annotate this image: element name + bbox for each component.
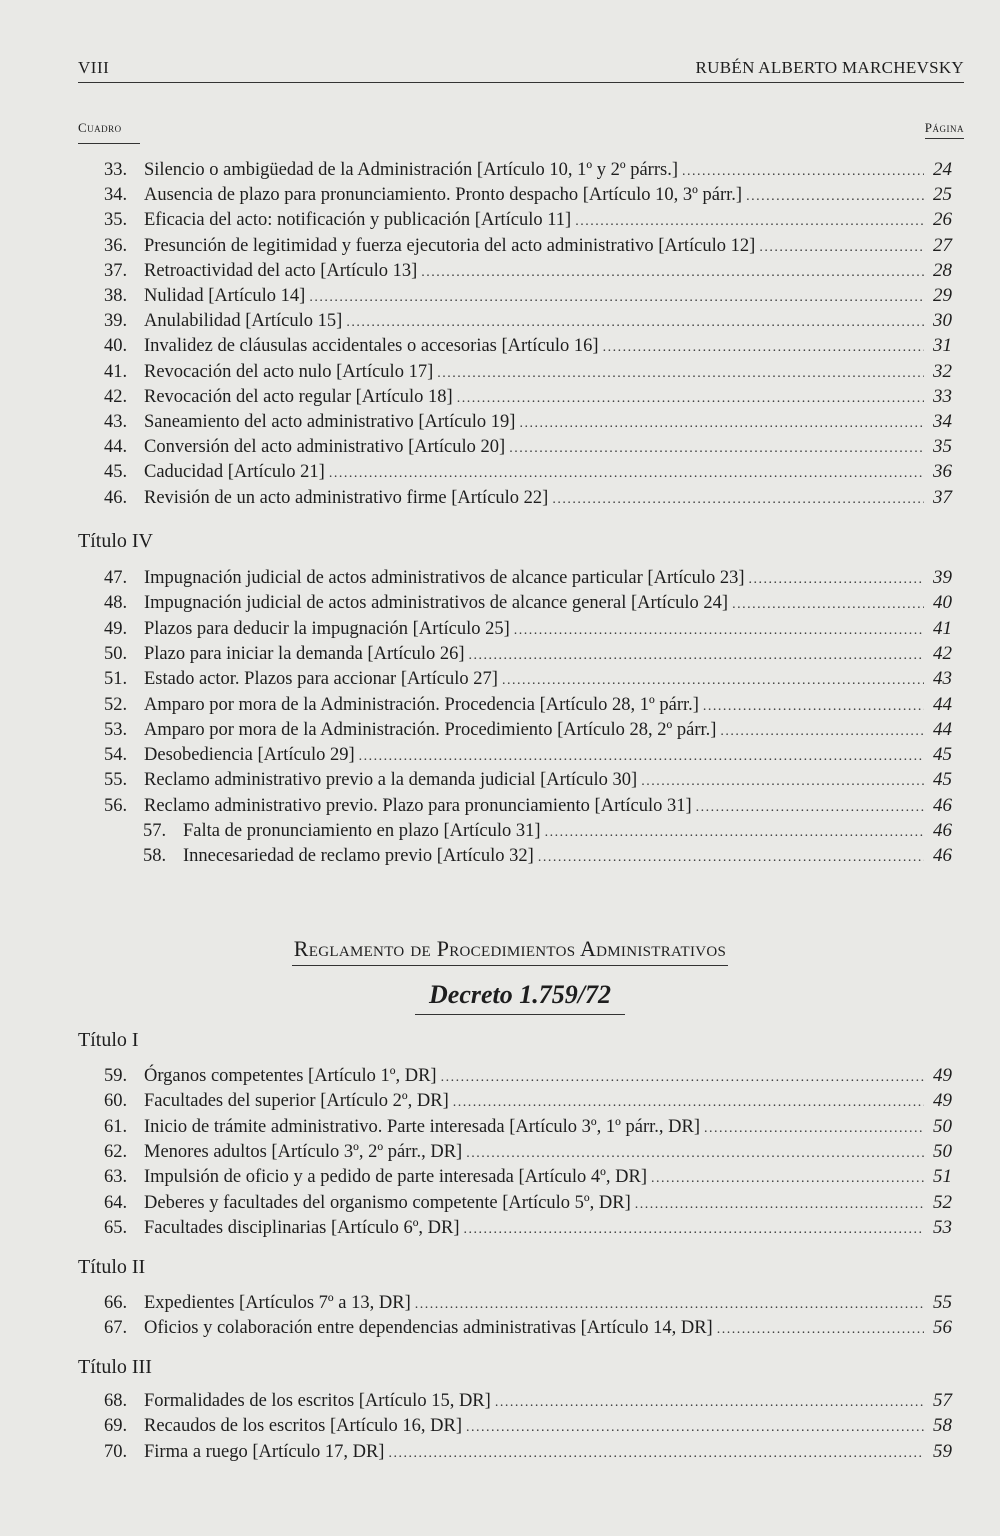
- toc-entry-number: 57.: [143, 821, 167, 841]
- toc-entry-page: 33: [933, 386, 952, 407]
- dot-leader: [329, 462, 924, 486]
- toc-entry-title: Inicio de trámite administrativo. Parte interesada [Artículo 3º, 1º párr., DR]: [144, 1117, 701, 1137]
- toc-entry-title: Deberes y facultades del organismo competente [Artículo 5º, DR]: [144, 1193, 631, 1213]
- toc-entry-page: 26: [933, 209, 952, 230]
- dot-leader: [509, 437, 924, 461]
- toc-entry-page: 41: [933, 618, 952, 639]
- toc-entry-page: 35: [933, 436, 952, 457]
- toc-entry-number: 34.: [104, 185, 128, 205]
- dot-leader: [502, 669, 924, 693]
- toc-entry-number: 63.: [104, 1167, 128, 1187]
- toc-entry-title: Facultades disciplinarias [Artículo 6º, DR]: [144, 1218, 460, 1238]
- toc-entry-title: Revisión de un acto administrativo firme [Artículo 22]: [144, 488, 549, 508]
- toc-entry: [143, 819, 952, 843]
- toc-entry: [104, 385, 952, 409]
- toc-entry: [104, 591, 952, 615]
- toc-entry-page: 44: [933, 719, 952, 740]
- toc-entry: [104, 1115, 952, 1139]
- toc-entry: [104, 284, 952, 308]
- toc-entry-title: Falta de pronunciamiento en plazo [Artículo 31]: [183, 821, 541, 841]
- dot-leader: [464, 1218, 924, 1242]
- toc-entry-page: 36: [933, 461, 952, 482]
- column-heading-cuadro: Cuadro: [78, 120, 122, 135]
- toc-entry-page: 52: [933, 1192, 952, 1213]
- toc-entry-page: 29: [933, 285, 952, 306]
- dot-leader: [759, 236, 924, 260]
- toc-entry: [104, 334, 952, 358]
- toc-entry-number: 37.: [104, 261, 128, 281]
- toc-entry: [104, 158, 952, 182]
- toc-entry-title: Conversión del acto administrativo [Artículo 20]: [144, 437, 506, 457]
- toc-entry-number: 68.: [104, 1391, 128, 1411]
- toc-entry-title: Menores adultos [Artículo 3º, 2º párr., DR]: [144, 1142, 463, 1162]
- toc-entry-number: 53.: [104, 720, 128, 740]
- dot-leader: [720, 720, 924, 744]
- toc-entry-page: 53: [933, 1217, 952, 1238]
- toc-entry-page: 44: [933, 694, 952, 715]
- toc-entry-number: 60.: [104, 1091, 128, 1111]
- toc-entry-number: 59.: [104, 1066, 128, 1086]
- dot-leader: [603, 336, 924, 360]
- toc-entry-page: 27: [933, 235, 952, 256]
- toc-entry: [104, 1216, 952, 1240]
- toc-entry-page: 40: [933, 592, 952, 613]
- toc-entry-number: 54.: [104, 745, 128, 765]
- toc-entry: [104, 743, 952, 767]
- toc-entry: [104, 1389, 952, 1413]
- toc-entry-number: 49.: [104, 619, 128, 639]
- decree-heading: [0, 980, 1000, 1015]
- toc-entry-page: 42: [933, 643, 952, 664]
- toc-entry: [104, 566, 952, 590]
- dot-leader: [519, 412, 924, 436]
- dot-leader: [717, 1318, 924, 1342]
- toc-entry-title: Impugnación judicial de actos administrativos de alcance general [Artículo 24]: [144, 593, 729, 613]
- toc-entry: [104, 259, 952, 283]
- toc-entry-title: Amparo por mora de la Administración. Procedencia [Artículo 28, 1º párr.]: [144, 695, 699, 715]
- toc-entry-number: 67.: [104, 1318, 128, 1338]
- toc-entry-page: 46: [933, 820, 952, 841]
- toc-entry-title: Presunción de legitimidad y fuerza ejecutoria del acto administrativo [Artículo 12]: [144, 236, 756, 256]
- toc-entry-page: 28: [933, 260, 952, 281]
- toc-entry-title: Expedientes [Artículos 7º a 13, DR]: [144, 1293, 411, 1313]
- dot-leader: [415, 1293, 924, 1317]
- toc-entry-number: 64.: [104, 1193, 128, 1213]
- dot-leader: [514, 619, 924, 643]
- toc-entry-title: Caducidad [Artículo 21]: [144, 462, 325, 482]
- toc-entry-title: Facultades del superior [Artículo 2º, DR]: [144, 1091, 449, 1111]
- titulo-iii-heading: Título III: [78, 1356, 152, 1378]
- titulo-ii-heading: Título II: [78, 1256, 146, 1278]
- toc-entry: [104, 208, 952, 232]
- dot-leader: [495, 1391, 924, 1415]
- toc-entry-title: Silencio o ambigüedad de la Administración [Artículo 10, 1º y 2º párrs.]: [144, 160, 678, 180]
- toc-entry-number: 50.: [104, 644, 128, 664]
- toc-entry-title: Plazo para iniciar la demanda [Artículo 26]: [144, 644, 465, 664]
- toc-entry-page: 50: [933, 1141, 952, 1162]
- toc-entry-title: Nulidad [Artículo 14]: [144, 286, 306, 306]
- toc-entry-number: 33.: [104, 160, 128, 180]
- dot-leader: [466, 1142, 924, 1166]
- dot-leader: [732, 593, 924, 617]
- toc-entry-page: 31: [933, 335, 952, 356]
- toc-entry-page: 45: [933, 769, 952, 790]
- toc-entry-number: 35.: [104, 210, 128, 230]
- toc-entry-number: 69.: [104, 1416, 128, 1436]
- toc-entry: [104, 718, 952, 742]
- toc-entry-page: 56: [933, 1317, 952, 1338]
- toc-entry: [104, 693, 952, 717]
- toc-entry-title: Impugnación judicial de actos administrativos de alcance particular [Artículo 23]: [144, 568, 745, 588]
- toc-entry-page: 43: [933, 668, 952, 689]
- toc-entry-title: Invalidez de cláusulas accidentales o accesorias [Artículo 16]: [144, 336, 599, 356]
- dot-leader: [388, 1442, 924, 1466]
- dot-leader: [545, 821, 924, 845]
- author-name: RUBÉN ALBERTO MARCHEVSKY: [695, 58, 964, 77]
- toc-entry-title: Amparo por mora de la Administración. Procedimiento [Artículo 28, 2º párr.]: [144, 720, 717, 740]
- toc-entry-title: Estado actor. Plazos para accionar [Artículo 27]: [144, 669, 498, 689]
- toc-entry-number: 47.: [104, 568, 128, 588]
- toc-entry-number: 45.: [104, 462, 128, 482]
- dot-leader: [441, 1066, 924, 1090]
- column-rule: [78, 143, 140, 144]
- toc-entry-number: 65.: [104, 1218, 128, 1238]
- dot-leader: [704, 1117, 924, 1141]
- toc-entry-title: Reclamo administrativo previo. Plazo para pronunciamiento [Artículo 31]: [144, 796, 692, 816]
- toc-entry: [104, 1089, 952, 1113]
- toc-entry-page: 34: [933, 411, 952, 432]
- toc-entry-title: Oficios y colaboración entre dependencias administrativas [Artículo 14, DR]: [144, 1318, 713, 1338]
- toc-entry-title: Plazos para deducir la impugnación [Artículo 25]: [144, 619, 510, 639]
- toc-entry-number: 38.: [104, 286, 128, 306]
- toc-entry-number: 41.: [104, 362, 128, 382]
- toc-entry-page: 30: [933, 310, 952, 331]
- running-header: [78, 56, 964, 83]
- toc-entry-number: 62.: [104, 1142, 128, 1162]
- toc-entry: [104, 410, 952, 434]
- dot-leader: [421, 261, 924, 285]
- titulo-iv-heading: Título IV: [78, 530, 153, 552]
- toc-entry-title: Revocación del acto nulo [Artículo 17]: [144, 362, 434, 382]
- toc-entry-page: 24: [933, 159, 952, 180]
- column-heading-pagina: Página: [925, 120, 964, 139]
- toc-entry: [104, 435, 952, 459]
- toc-entry-number: 43.: [104, 412, 128, 432]
- toc-entry-page: 32: [933, 361, 952, 382]
- toc-entry-number: 46.: [104, 488, 128, 508]
- page-number: VIII: [78, 58, 110, 77]
- toc-entry: [104, 1414, 952, 1438]
- dot-leader: [346, 311, 924, 335]
- toc-entry-number: 40.: [104, 336, 128, 356]
- toc-entry-page: 45: [933, 744, 952, 765]
- decree-title: Decreto 1.759/72: [415, 980, 625, 1015]
- toc-entry-page: 50: [933, 1116, 952, 1137]
- dot-leader: [703, 695, 924, 719]
- toc-entry: [104, 768, 952, 792]
- toc-entry-title: Saneamiento del acto administrativo [Artículo 19]: [144, 412, 516, 432]
- toc-entry-number: 70.: [104, 1442, 128, 1462]
- toc-entry-number: 42.: [104, 387, 128, 407]
- toc-entry: [104, 486, 952, 510]
- toc-entry-page: 25: [933, 184, 952, 205]
- toc-entry-title: Eficacia del acto: notificación y publicación [Artículo 11]: [144, 210, 572, 230]
- dot-leader: [469, 644, 924, 668]
- toc-entry: [104, 1316, 952, 1340]
- toc-entry: [104, 794, 952, 818]
- toc-entry: [104, 1191, 952, 1215]
- toc-entry-number: 58.: [143, 846, 167, 866]
- toc-entry-title: Innecesariedad de reclamo previo [Artículo 32]: [183, 846, 534, 866]
- toc-entry-number: 39.: [104, 311, 128, 331]
- toc-entry-number: 56.: [104, 796, 128, 816]
- toc-entry-title: Firma a ruego [Artículo 17, DR]: [144, 1442, 385, 1462]
- reglamento-heading: [0, 936, 1000, 966]
- toc-entry: [104, 460, 952, 484]
- toc-entry-page: 46: [933, 845, 952, 866]
- toc-entry-title: Retroactividad del acto [Artículo 13]: [144, 261, 418, 281]
- dot-leader: [641, 770, 924, 794]
- toc-entry: [104, 1064, 952, 1088]
- toc-entry-title: Desobediencia [Artículo 29]: [144, 745, 355, 765]
- toc-entry-page: 57: [933, 1390, 952, 1411]
- toc-entry: [104, 617, 952, 641]
- toc-entry-page: 59: [933, 1441, 952, 1462]
- toc-entry-number: 66.: [104, 1293, 128, 1313]
- toc-entry-page: 51: [933, 1166, 952, 1187]
- dot-leader: [453, 1091, 924, 1115]
- toc-entry-title: Ausencia de plazo para pronunciamiento. Pronto despacho [Artículo 10, 3º párr.]: [144, 185, 743, 205]
- dot-leader: [552, 488, 924, 512]
- toc-entry-number: 51.: [104, 669, 128, 689]
- dot-leader: [746, 185, 924, 209]
- toc-entry-page: 58: [933, 1415, 952, 1436]
- dot-leader: [749, 568, 924, 592]
- toc-entry-number: 48.: [104, 593, 128, 613]
- toc-entry-number: 36.: [104, 236, 128, 256]
- toc-entry: [104, 642, 952, 666]
- toc-entry: [104, 183, 952, 207]
- toc-entry-number: 52.: [104, 695, 128, 715]
- toc-entry-title: Reclamo administrativo previo a la demanda judicial [Artículo 30]: [144, 770, 638, 790]
- toc-entry: [104, 1140, 952, 1164]
- toc-entry-title: Órganos competentes [Artículo 1º, DR]: [144, 1066, 437, 1086]
- toc-entry-number: 44.: [104, 437, 128, 457]
- toc-entry: [104, 1165, 952, 1189]
- dot-leader: [635, 1193, 924, 1217]
- dot-leader: [457, 387, 924, 411]
- toc-entry-page: 37: [933, 487, 952, 508]
- reglamento-title: Reglamento de Procedimientos Administrativos: [292, 936, 728, 966]
- toc-entry: [104, 667, 952, 691]
- toc-entry-number: 61.: [104, 1117, 128, 1137]
- toc-entry-title: Formalidades de los escritos [Artículo 15, DR]: [144, 1391, 491, 1411]
- dot-leader: [466, 1416, 924, 1440]
- toc-entry-page: 49: [933, 1065, 952, 1086]
- dot-leader: [437, 362, 924, 386]
- toc-entry-page: 39: [933, 567, 952, 588]
- titulo-i-heading: Título I: [78, 1029, 139, 1051]
- dot-leader: [696, 796, 924, 820]
- toc-entry-title: Recaudos de los escritos [Artículo 16, DR]: [144, 1416, 463, 1436]
- toc-entry-title: Impulsión de oficio y a pedido de parte interesada [Artículo 4º, DR]: [144, 1167, 648, 1187]
- toc-entry-page: 49: [933, 1090, 952, 1111]
- dot-leader: [309, 286, 924, 310]
- toc-entry: [104, 360, 952, 384]
- toc-entry-number: 55.: [104, 770, 128, 790]
- toc-entry: [104, 1440, 952, 1464]
- toc-entry-page: 46: [933, 795, 952, 816]
- toc-entry: [143, 844, 952, 868]
- toc-entry: [104, 1291, 952, 1315]
- toc-entry: [104, 234, 952, 258]
- dot-leader: [575, 210, 924, 234]
- dot-leader: [538, 846, 924, 870]
- toc-entry: [104, 309, 952, 333]
- dot-leader: [359, 745, 924, 769]
- toc-entry-page: 55: [933, 1292, 952, 1313]
- dot-leader: [651, 1167, 924, 1191]
- toc-entry-title: Anulabilidad [Artículo 15]: [144, 311, 343, 331]
- toc-entry-title: Revocación del acto regular [Artículo 18]: [144, 387, 453, 407]
- dot-leader: [682, 160, 924, 184]
